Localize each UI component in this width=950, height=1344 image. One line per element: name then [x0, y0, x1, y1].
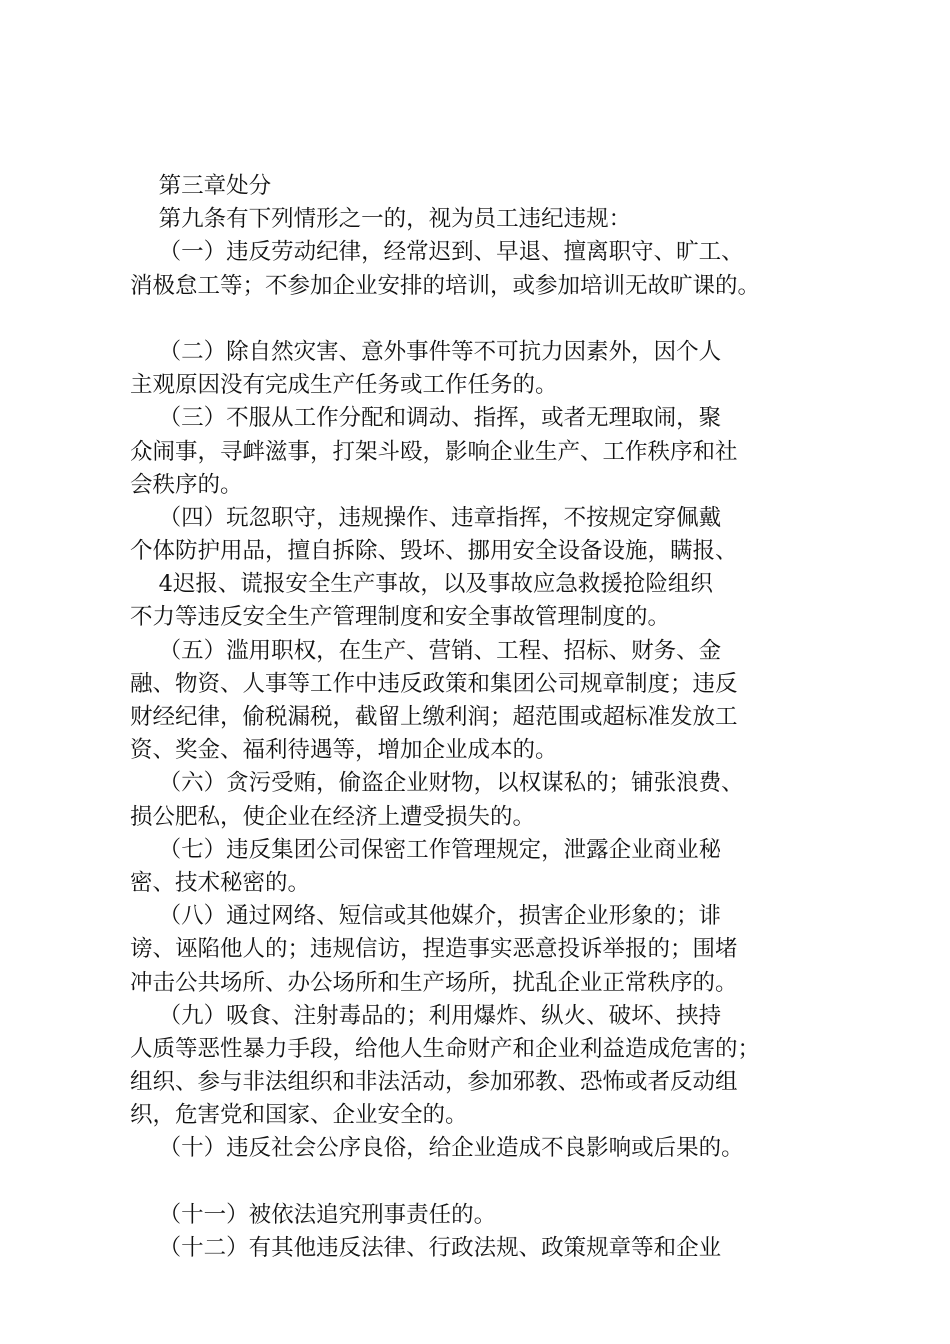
item-9-line-1: （九）吸食、注射毒品的；利用爆炸、纵火、破坏、挟持	[130, 1002, 722, 1029]
item-8-line-3: 冲击公共场所、办公场所和生产场所，扰乱企业正常秩序的。	[130, 969, 738, 996]
item-12-line-1: （十二）有其他违反法律、行政法规、政策规章等和企业	[130, 1235, 722, 1261]
item-9-line-2: 人质等恶性暴力手段，给他人生命财产和企业利益造成危害的；	[130, 1035, 761, 1062]
item-8-line-1: （八）通过网络、短信或其他媒介，损害企业形象的；诽	[130, 903, 722, 930]
item-4-line-1: （四）玩忽职守，违规操作、违章指挥，不按规定穿佩戴	[130, 504, 722, 531]
document-body	[130, 170, 850, 1265]
item-5-line-3: 财经纪律，偷税漏税，截留上缴利润；超范围或超标准发放工	[130, 704, 738, 730]
item-5-line-1: （五）滥用职权，在生产、营销、工程、招标、财务、金	[130, 637, 722, 664]
item-1-line-1: （一）违反劳动纪律，经常迟到、早退、擅离职守、旷工、	[130, 239, 744, 266]
blank-line	[130, 1166, 850, 1199]
item-10-line-1: （十）违反社会公序良俗，给企业造成不良影响或后果的。	[130, 1135, 744, 1162]
item-8-line-2: 谤、诬陷他人的；违规信访，捏造事实恶意投诉举报的；围堵	[130, 936, 738, 963]
item-1-line-2: 消极怠工等；不参加企业安排的培训，或参加培训无故旷课的。	[130, 272, 761, 299]
item-3-line-1: （三）不服从工作分配和调动、指挥，或者无理取闹，聚	[130, 405, 722, 432]
item-4-line-3: 4迟报、谎报安全生产事故，以及事故应急救援抢险组织	[130, 571, 713, 598]
item-7-line-1: （七）违反集团公司保密工作管理规定，泄露企业商业秘	[130, 836, 722, 863]
chapter-heading: 第三章处分	[130, 173, 272, 199]
item-9-line-3: 组织、参与非法组织和非法活动，参加邪教、恐怖或者反动组	[130, 1069, 738, 1096]
item-9-line-4: 织，危害党和国家、企业安全的。	[130, 1102, 468, 1129]
item-11-line-1: （十一）被依法追究刑事责任的。	[130, 1201, 497, 1228]
item-3-line-3: 会秩序的。	[130, 471, 243, 498]
item-5-line-4: 资、奖金、福利待遇等，增加企业成本的。	[130, 737, 558, 764]
item-4-line-2: 个体防护用品，擅自拆除、毁坏、挪用安全设备设施，瞒报、	[130, 538, 738, 565]
item-4-line-4: 不力等违反安全生产管理制度和安全事故管理制度的。	[130, 604, 671, 631]
item-2-line-1: （二）除自然灾害、意外事件等不可抗力因素外，因个人	[130, 338, 722, 365]
item-3-line-2: 众闹事，寻衅滋事，打架斗殴，影响企业生产、工作秩序和社	[130, 438, 738, 465]
item-5-line-2: 融、物资、人事等工作中违反政策和集团公司规章制度；违反	[130, 670, 738, 697]
item-6-line-1: （六）贪污受贿，偷盗企业财物，以权谋私的；铺张浪费、	[130, 770, 744, 797]
item-6-line-2: 损公肥私，使企业在经济上遭受损失的。	[130, 803, 536, 830]
blank-line	[130, 303, 850, 336]
item-2-line-2: 主观原因没有完成生产任务或工作任务的。	[130, 372, 558, 399]
item-7-line-2: 密、技术秘密的。	[130, 869, 311, 896]
article-nine-heading: 第九条有下列情形之一的，视为员工违纪违规：	[130, 206, 632, 233]
